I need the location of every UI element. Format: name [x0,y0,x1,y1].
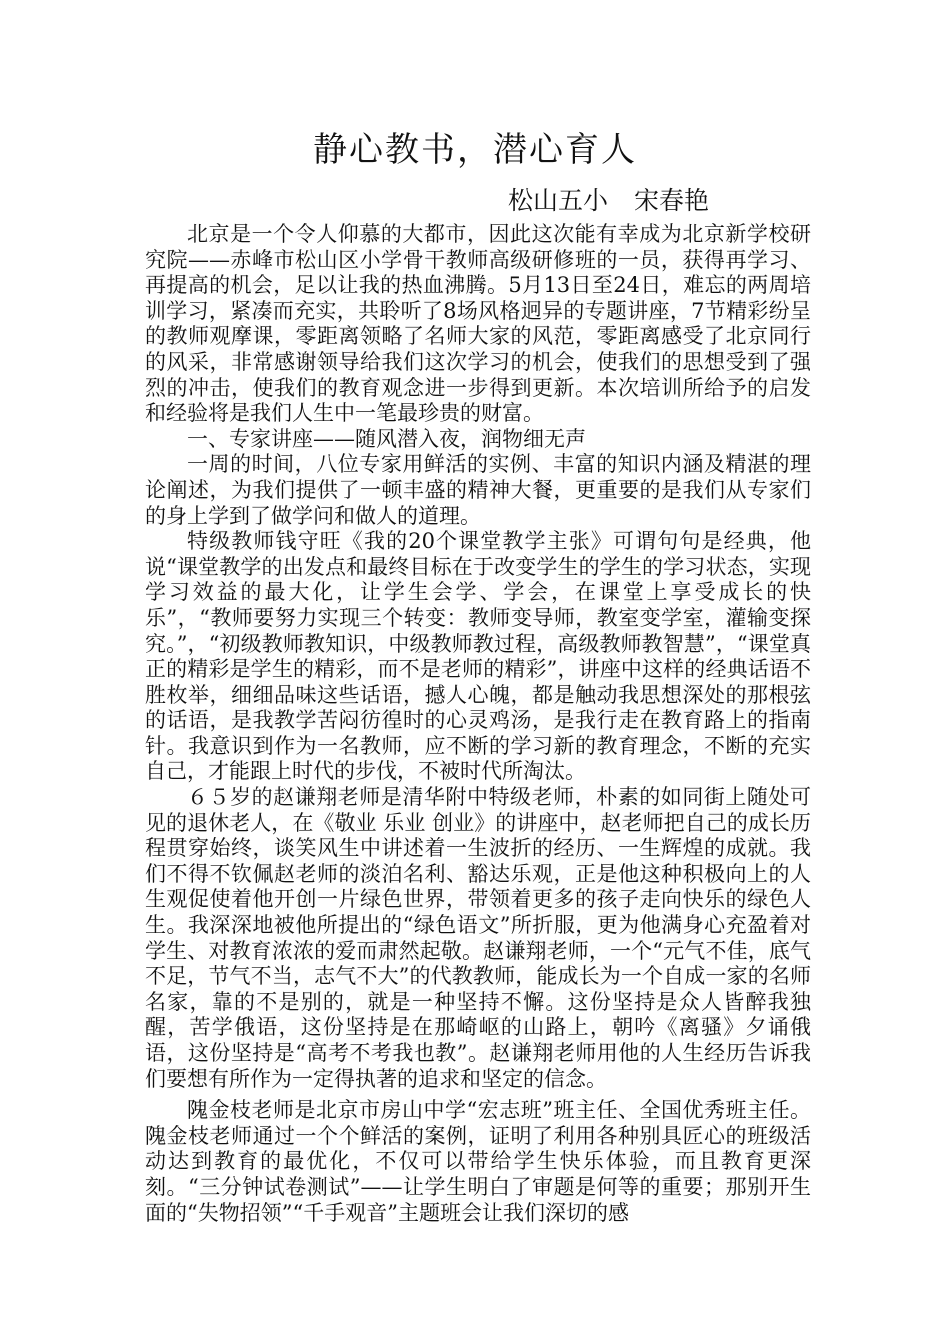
paragraph-intro: 北京是一个令人仰慕的大都市，因此这次能有幸成为北京新学校研究院——赤峰市松山区小学骨干教师高级研修班的一员，获得再学习、再提高的机会，足以让我的热血沸腾。5月13日至24日，难忘的两周培训学习，紧凑而充实，共聆听了8场风格迥异的专题讲座，7节精彩纷呈的教师观摩课，零距离领略了名师大家的风范，零距离感受了北京同行的风采，非常感谢领导给我们这次学习的机会，使我们的思想受到了强烈的冲击，使我们的教育观念进一步得到更新。本次培训所给予的启发和经验将是我们人生中一笔最珍贵的财富。 [145,222,811,426]
byline [508,184,709,218]
paragraph: ６５岁的赵谦翔老师是清华附中特级老师，朴素的如同街上随处可见的退休老人，在《敬业 乐业 创业》的讲座中，赵老师把自己的成长历程贯穿始终，谈笑风生中讲述着一生波折的经历、一生辉煌的成就。我们不得不钦佩赵老师的淡泊名利、豁达乐观，正是他这种积极向上的人生观促使着他开创一片绿色世界，带领着更多的孩子走向快乐的绿色人生。我深深地被他所提出的“绿色语文”所折服，更为他满身心充盈着对学生、对教育浓浓的爱而肃然起敬。赵谦翔老师，一个“元气不佳，底气不足，节气不当，志气不大”的代教教师，能成长为一个自成一家的名师名家，靠的不是别的，就是一种坚持不懈。这份坚持是众人皆醉我独醒，苦学俄语，这份坚持是在那崎岖的山路上，朝吟《离骚》夕诵俄语，这份坚持是“高考不考我也教”。赵谦翔老师用他的人生经历告诉我们要想有所作为一定得执著的追求和坚定的信念。 [145,785,811,1091]
section-heading: 一、专家讲座——随风潜入夜，润物细无声 [187,426,586,451]
document-body [145,222,811,1226]
byline-school: 松山五小 [508,186,609,215]
document-title: 静心教书，潜心育人 [313,130,637,170]
paragraph: 隗金枝老师是北京市房山中学“宏志班”班主任、全国优秀班主任。隗金枝老师通过一个个鲜活的案例，证明了利用各种别具匠心的班级活动达到教育的最优化，不仅可以带给学生快乐体验，而且教育更深刻。“三分钟试卷测试”——让学生明白了审题是何等的重要；那别开生面的“失物招领”“千手观音”主题班会让我们深切的感 [145,1098,811,1225]
paragraph: 特级教师钱守旺《我的20个课堂教学主张》可谓句句是经典，他说“课堂教学的出发点和最终目标在于改变学生的学生的学习状态，实现学习效益的最大化，让学生会学、学会，在课堂上享受成长的快乐”，“教师要努力实现三个转变：教师变导师，教室变学室，灌输变探究。”，“初级教师教知识，中级教师教过程，高级教师教智慧”，“课堂真正的精彩是学生的精彩，而不是老师的精彩”，讲座中这样的经典话语不胜枚举，细细品味这些话语，撼人心魄，都是触动我思想深处的那根弦的话语，是我教学苦闷彷徨时的心灵鸡汤，是我行走在教育路上的指南针。我意识到作为一名教师，应不断的学习新的教育理念，不断的充实自己，才能跟上时代的步伐，不被时代所淘汰。 [145,529,811,784]
paragraph: 一周的时间，八位专家用鲜活的实例、丰富的知识内涵及精湛的理论阐述，为我们提供了一顿丰盛的精神大餐，更重要的是我们从专家们的身上学到了做学问和做人的道理。 [145,452,811,528]
byline-author: 宋春艳 [634,186,710,215]
